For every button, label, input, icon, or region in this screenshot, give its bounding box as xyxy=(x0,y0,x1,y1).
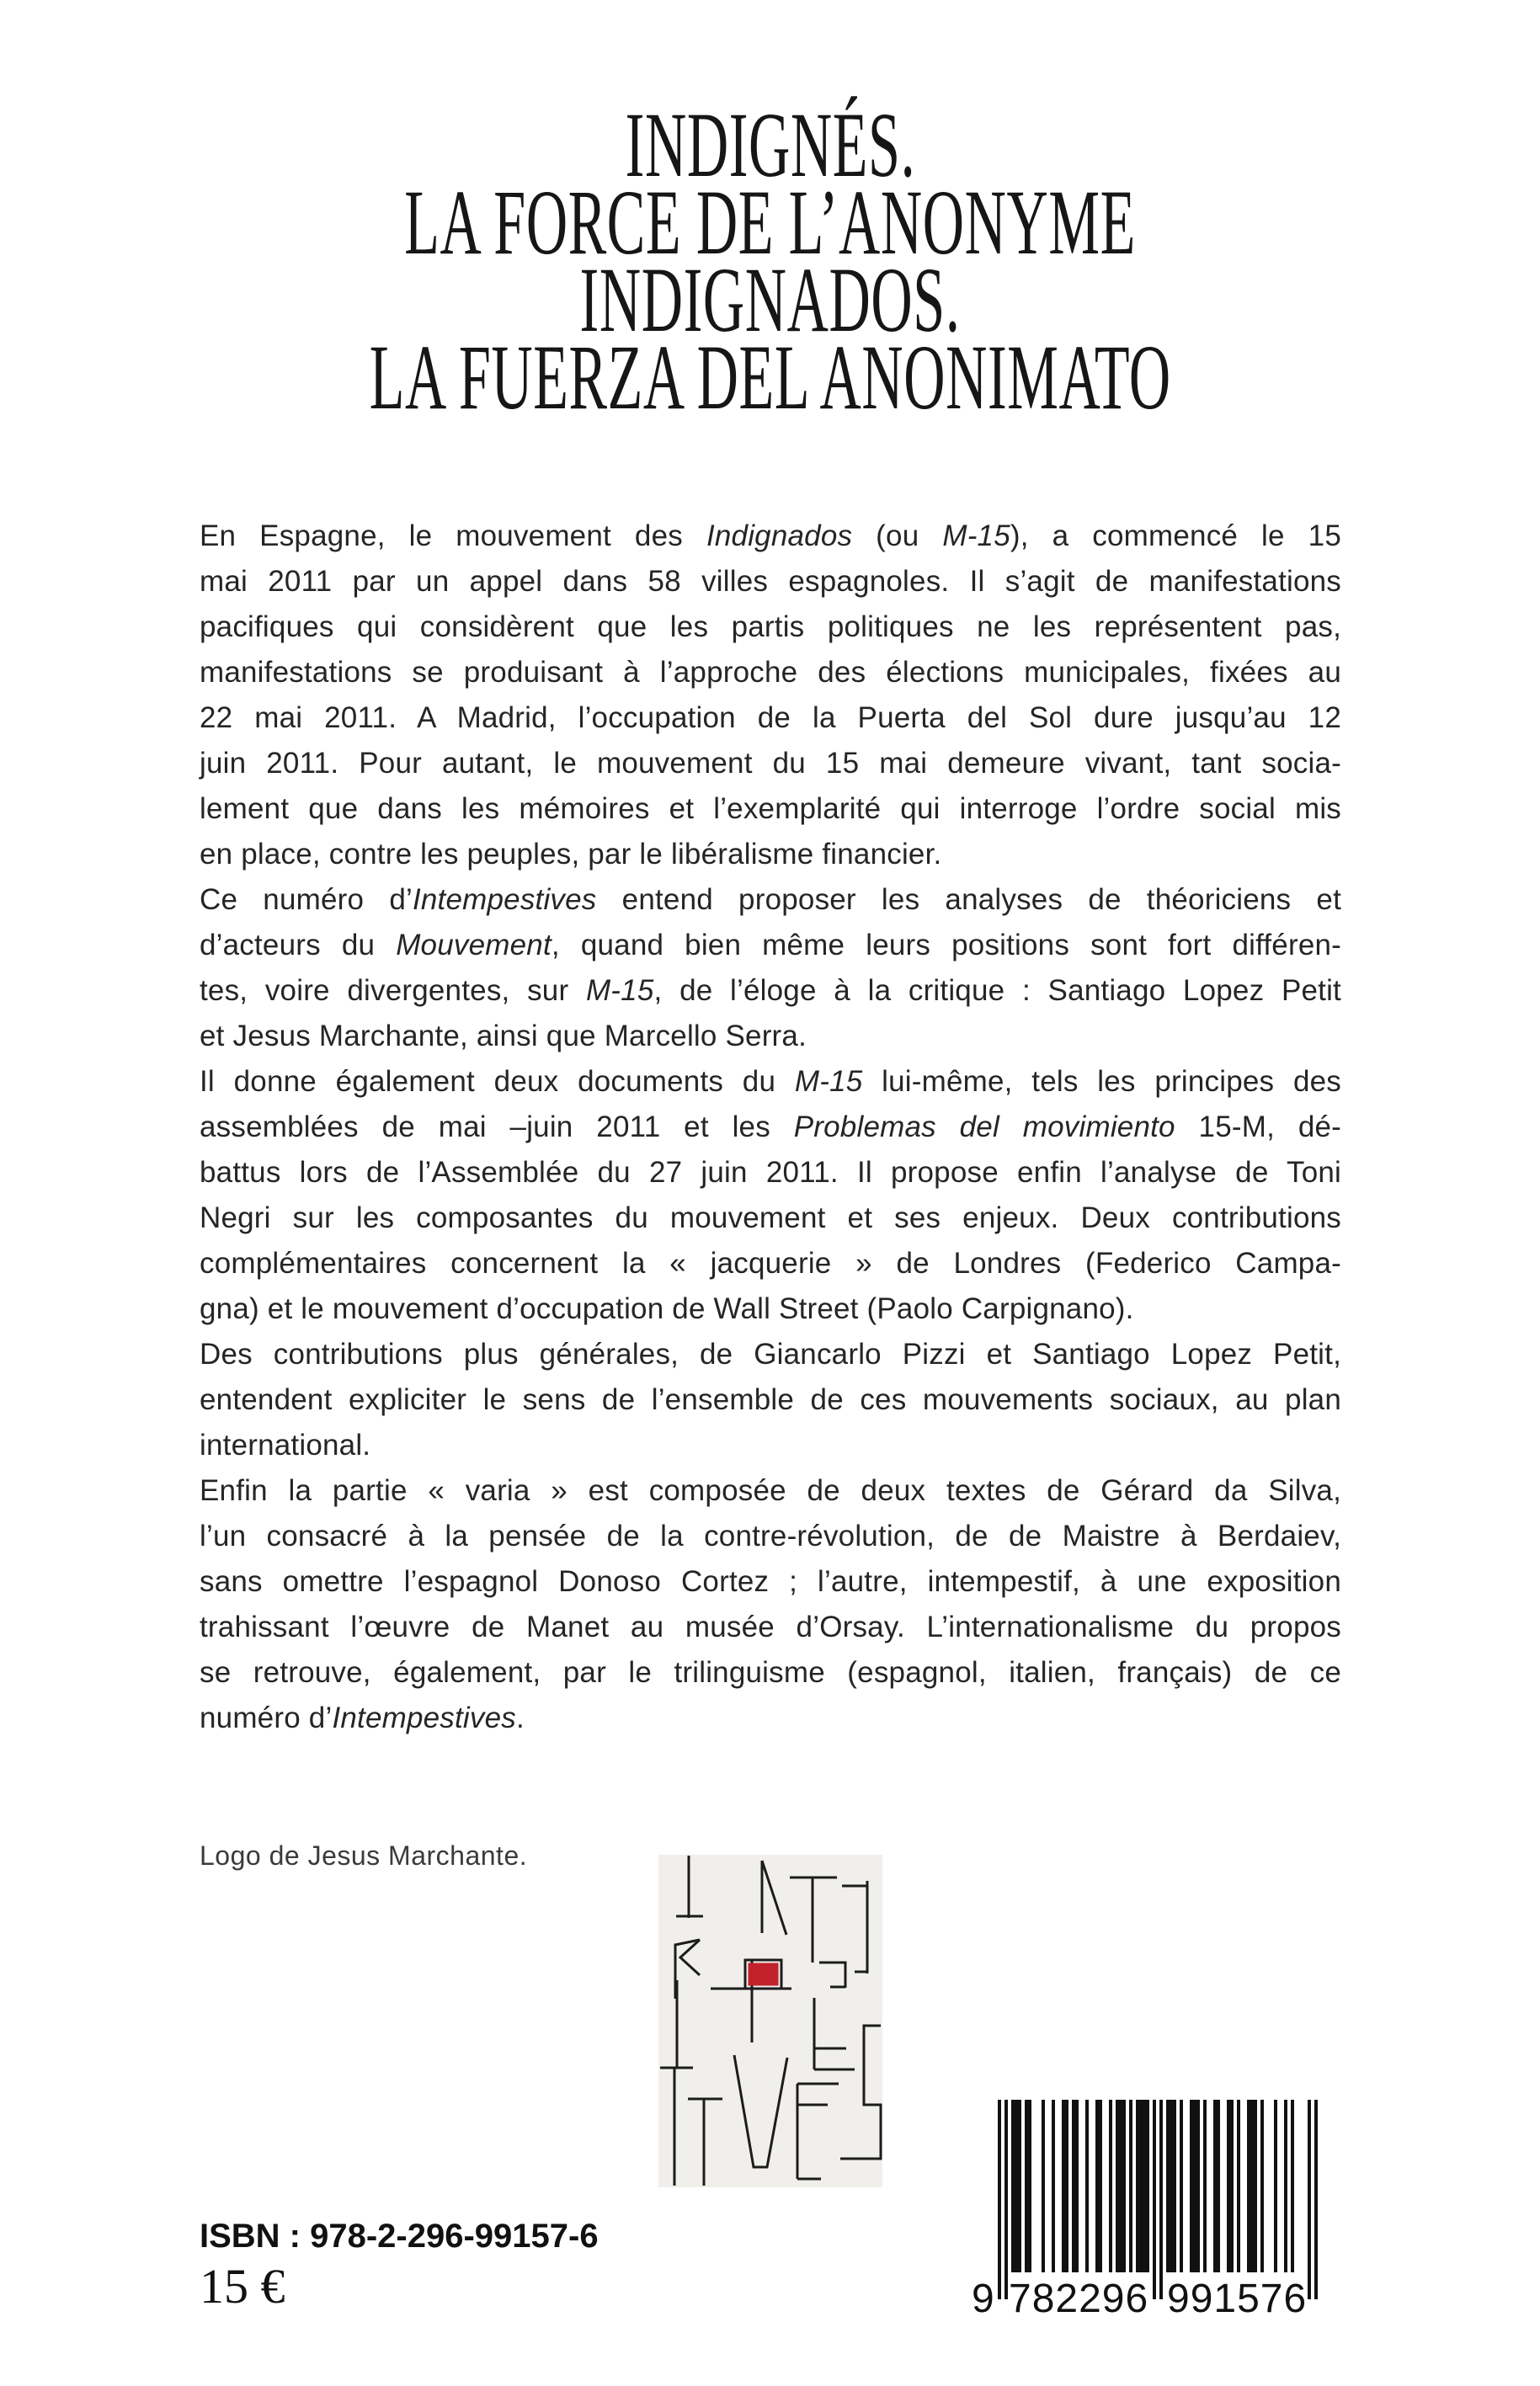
body-paragraph xyxy=(200,1468,1341,1741)
body-line: battus lors de l’Assemblée du 27 juin 2011. Il propose enfin l’analyse de Toni xyxy=(200,1156,1341,1189)
price-text: 15 € xyxy=(200,2259,285,2314)
body-line: assemblées de mai –juin 2011 et les Problemas del movimiento 15-M, dé- xyxy=(200,1110,1341,1143)
body-text xyxy=(200,514,1341,1741)
body-paragraph xyxy=(200,514,1341,877)
body-paragraph xyxy=(200,1332,1341,1468)
body-line: se retrouve, également, par le trilinguisme (espagnol, italien, français) de ce xyxy=(200,1656,1341,1689)
body-line: mai 2011 par un appel dans 58 villes espagnoles. Il s’agit de manifestations xyxy=(200,565,1341,598)
barcode-digit-first: 9 xyxy=(972,2277,995,2320)
body-line: Des contributions plus générales, de Giancarlo Pizzi et Santiago Lopez Petit, xyxy=(200,1338,1341,1371)
body-line: juin 2011. Pour autant, le mouvement du 15 mai demeure vivant, tant socia- xyxy=(200,747,1341,780)
body-line: international. xyxy=(200,1429,371,1462)
barcode-digit-group-right: 991576 xyxy=(1167,2277,1308,2320)
body-line: numéro d’Intempestives. xyxy=(200,1702,525,1734)
logo-image xyxy=(658,1855,882,2187)
title-line: INDIGNADOS. xyxy=(579,248,961,351)
barcode-bars xyxy=(998,2100,1318,2299)
title-line: INDIGNÉS. xyxy=(625,93,915,196)
title-line: LA FUERZA DEL ANONIMATO xyxy=(369,326,1171,429)
title-line: LA FORCE DE L’ANONYME xyxy=(404,171,1136,274)
red-square xyxy=(749,1963,779,1986)
body-line: Negri sur les composantes du mouvement et ses enjeux. Deux contributions xyxy=(200,1201,1341,1234)
body-line: tes, voire divergentes, sur M-15, de l’éloge à la critique : Santiago Lopez Petit xyxy=(200,974,1341,1007)
body-line: Il donne également deux documents du M-15 lui-même, tels les principes des xyxy=(200,1065,1341,1098)
body-paragraph xyxy=(200,1059,1341,1332)
body-line: gna) et le mouvement d’occupation de Wall Street (Paolo Carpignano). xyxy=(200,1292,1134,1325)
body-line: en place, contre les peuples, par le libéralisme financier. xyxy=(200,838,942,871)
logo-paper-background xyxy=(658,1855,882,2187)
body-line: entendent expliciter le sens de l’ensemble de ces mouvements sociaux, au plan xyxy=(200,1383,1341,1416)
body-line: sans omettre l’espagnol Donoso Cortez ; l’autre, intempestif, à une exposition xyxy=(200,1565,1341,1598)
body-line: En Espagne, le mouvement des Indignados (ou M-15), a commencé le 15 xyxy=(200,519,1341,552)
body-line: Ce numéro d’Intempestives entend proposer les analyses de théoriciens et xyxy=(200,883,1341,916)
isbn-text: ISBN : 978-2-296-99157-6 xyxy=(200,2218,599,2255)
logo-glyphs-svg xyxy=(658,1855,882,2187)
body-line: Enfin la partie « varia » est composée de deux textes de Gérard da Silva, xyxy=(200,1474,1341,1507)
logo-caption: Logo de Jesus Marchante. xyxy=(200,1840,528,1871)
body-line: 22 mai 2011. A Madrid, l’occupation de la Puerta del Sol dure jusqu’au 12 xyxy=(200,701,1341,734)
book-title xyxy=(0,93,1540,429)
body-line: l’un consacré à la pensée de la contre-révolution, de de Maistre à Berdaiev, xyxy=(200,1520,1341,1552)
body-paragraph xyxy=(200,877,1341,1059)
barcode xyxy=(968,2100,1330,2320)
body-line: pacifiques qui considèrent que les partis politiques ne les représentent pas, xyxy=(200,610,1341,643)
body-line: lement que dans les mémoires et l’exemplarité qui interroge l’ordre social mis xyxy=(200,792,1341,825)
body-line: complémentaires concernent la « jacquerie » de Londres (Federico Campa- xyxy=(200,1247,1341,1280)
body-line: d’acteurs du Mouvement, quand bien même leurs positions sont fort différen- xyxy=(200,929,1342,961)
body-line: manifestations se produisant à l’approche des élections municipales, fixées au xyxy=(200,656,1341,689)
body-line: et Jesus Marchante, ainsi que Marcello Serra. xyxy=(200,1020,807,1052)
barcode-digit-group-left: 782296 xyxy=(1009,2277,1149,2320)
body-line: trahissant l’œuvre de Manet au musée d’Orsay. L’internationalisme du propos xyxy=(200,1611,1341,1643)
